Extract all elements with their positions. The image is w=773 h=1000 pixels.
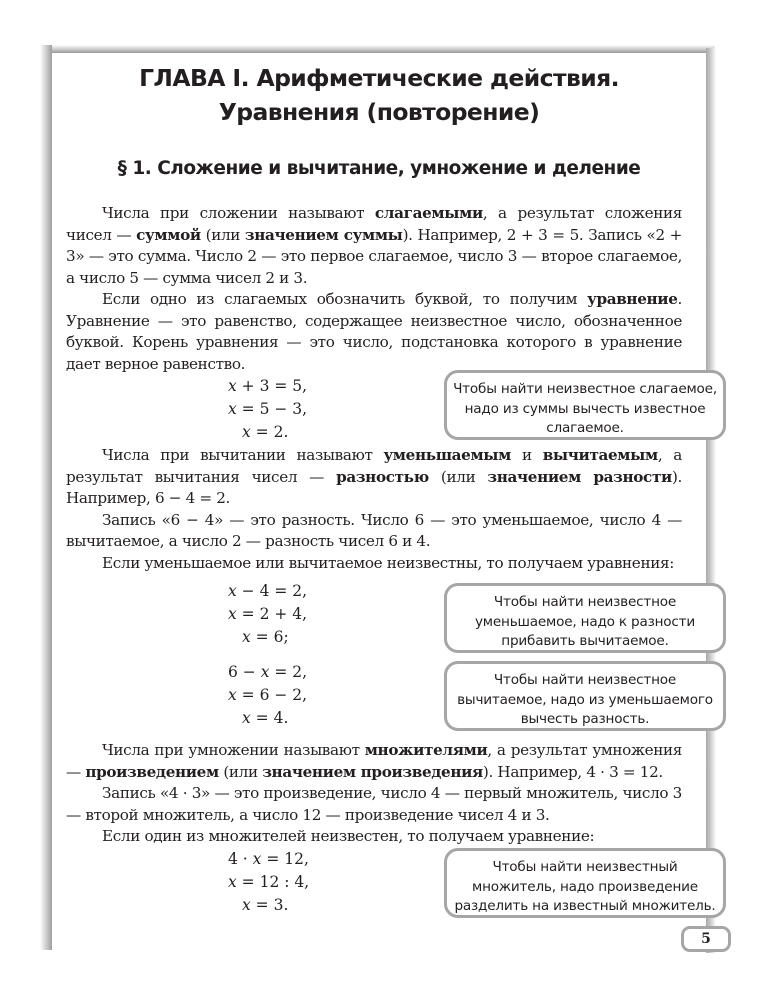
multiplication-paragraph-1 <box>66 740 682 783</box>
subtraction-equations-minuend <box>228 580 307 649</box>
equation-line: x − 4 = 2, <box>228 582 308 600</box>
page-frame-left <box>40 45 52 950</box>
rule-box-unknown-factor: Чтобы найти неизвестный множитель, надо произведение разделить на известный множитель. <box>444 848 726 918</box>
variable-x: x <box>252 850 262 868</box>
subtraction-equations-subtrahend <box>228 661 307 730</box>
addition-equations <box>228 375 307 444</box>
addition-text <box>66 203 682 375</box>
equation-line: 4 · x = 12, <box>228 850 309 868</box>
bold-term: суммой <box>136 225 201 244</box>
section-title: § 1. Сложение и вычитание, умножение и деление <box>117 158 641 179</box>
bold-term: значением произведения <box>262 762 483 781</box>
variable-x: x <box>242 709 251 727</box>
bold-term: значением суммы <box>244 225 403 244</box>
subtraction-paragraph-2: Запись «6 − 4» — это разность. Число 6 — это уменьшаемое, число 4 — вычитаемое, а число 2 — разность чисел 6 и 4. <box>66 510 682 550</box>
rule-box-unknown-subtrahend: Чтобы найти неизвестное вычитаемое, надо из уменьшаемого вычесть разность. <box>444 661 726 731</box>
variable-x: x <box>228 400 237 418</box>
chapter-title <box>52 61 706 129</box>
variable-x: x <box>260 663 270 681</box>
equation-line: x = 3. <box>242 896 289 914</box>
bold-term: уменьшаемым <box>383 446 512 464</box>
variable-x: x <box>228 686 237 704</box>
multiplication-equations <box>228 848 309 917</box>
variable-x: x <box>228 873 237 891</box>
text-run: (или <box>428 467 488 486</box>
bold-term: множителями <box>364 741 488 759</box>
subtraction-paragraph-1 <box>66 445 682 510</box>
multiplication-text <box>66 740 682 848</box>
equation-line: x = 6; <box>242 628 289 646</box>
page-frame-top <box>40 45 715 53</box>
text-run: , а результат сложения чисел — <box>66 204 682 244</box>
rule-box-unknown-minuend: Чтобы найти неизвестное уменьшаемое, надо к разности прибавить вычитаемое. <box>444 583 726 653</box>
variable-x: x <box>228 605 237 623</box>
text-run: , а результат вычитания чисел — <box>66 446 682 486</box>
text-run: , а результат умножения — <box>66 741 682 781</box>
rule-box-unknown-addend: Чтобы найти неизвестное слагаемое, надо из суммы вычесть известное слагаемое. <box>444 370 726 440</box>
bold-term: вычитаемым <box>542 446 658 464</box>
textbook-page <box>52 53 717 950</box>
bold-term: произведением <box>85 762 219 781</box>
bold-term: разностью <box>336 467 429 486</box>
bold-term: слагаемыми <box>374 204 483 222</box>
text-run: Числа при сложении называют <box>102 204 375 222</box>
variable-x: x <box>242 628 251 646</box>
text-run: ). Например, 2 + 3 = 5. Запись «2 + 3» — это сумма. Число 2 — это первое слагаемое, число 3 — второе слагаемое, а число 5 — сумма чисел 2 и 3. <box>66 225 682 287</box>
text-run: ). Например, 4 · 3 = 12. <box>482 762 663 781</box>
text-run: ). Например, 6 − 4 = 2. <box>66 467 682 507</box>
page-number: 5 <box>681 926 731 952</box>
equation-line: x = 2. <box>242 423 289 441</box>
subtraction-text <box>66 445 682 574</box>
equation-line: x + 3 = 5, <box>228 377 308 395</box>
text-run: . Уравнение — это равенство, содержащее неизвестное число, обозначенное буквой. Корень уравнения — это число, подстановка которого в уравнение дает верное равенство. <box>66 290 682 373</box>
equation-line: x = 2 + 4, <box>228 605 308 623</box>
equation-line: x = 5 − 3, <box>228 400 308 418</box>
equation-line: 6 − x = 2, <box>228 663 308 681</box>
equation-line: x = 4. <box>242 709 289 727</box>
variable-x: x <box>228 377 237 395</box>
subtraction-paragraph-3: Если уменьшаемое или вычитаемое неизвестны, то получаем уравнения: <box>102 553 674 572</box>
text-run: Числа при умножении называют <box>102 741 365 759</box>
text-run: и <box>511 446 543 464</box>
chapter-title-line1: ГЛАВА I. Арифметические действия. <box>139 64 619 92</box>
addition-paragraph-1 <box>66 203 682 289</box>
variable-x: x <box>242 896 251 914</box>
multiplication-paragraph-3: Если один из множителей неизвестен, то получаем уравнение: <box>102 827 595 845</box>
chapter-title-line2: Уравнения (повторение) <box>218 98 540 126</box>
equation-line: x = 12 : 4, <box>228 873 310 891</box>
text-run: Числа при вычитании называют <box>102 446 384 464</box>
text-run: (или <box>218 762 263 781</box>
text-run: Если одно из слагаемых обозначить буквой, то получим <box>102 290 588 308</box>
variable-x: x <box>242 423 251 441</box>
equation-line: x = 6 − 2, <box>228 686 308 704</box>
multiplication-paragraph-2: Запись «4 · 3» — это произведение, число 4 — первый множитель, число 3 — второй множитель, а число 12 — произведение чисел 4 и 3. <box>66 784 682 824</box>
bold-term: уравнение <box>587 290 678 308</box>
page-frame-right <box>706 48 716 953</box>
variable-x: x <box>228 582 237 600</box>
bold-term: значением разности <box>487 467 672 486</box>
addition-paragraph-2 <box>66 289 682 375</box>
text-run: (или <box>200 225 245 244</box>
